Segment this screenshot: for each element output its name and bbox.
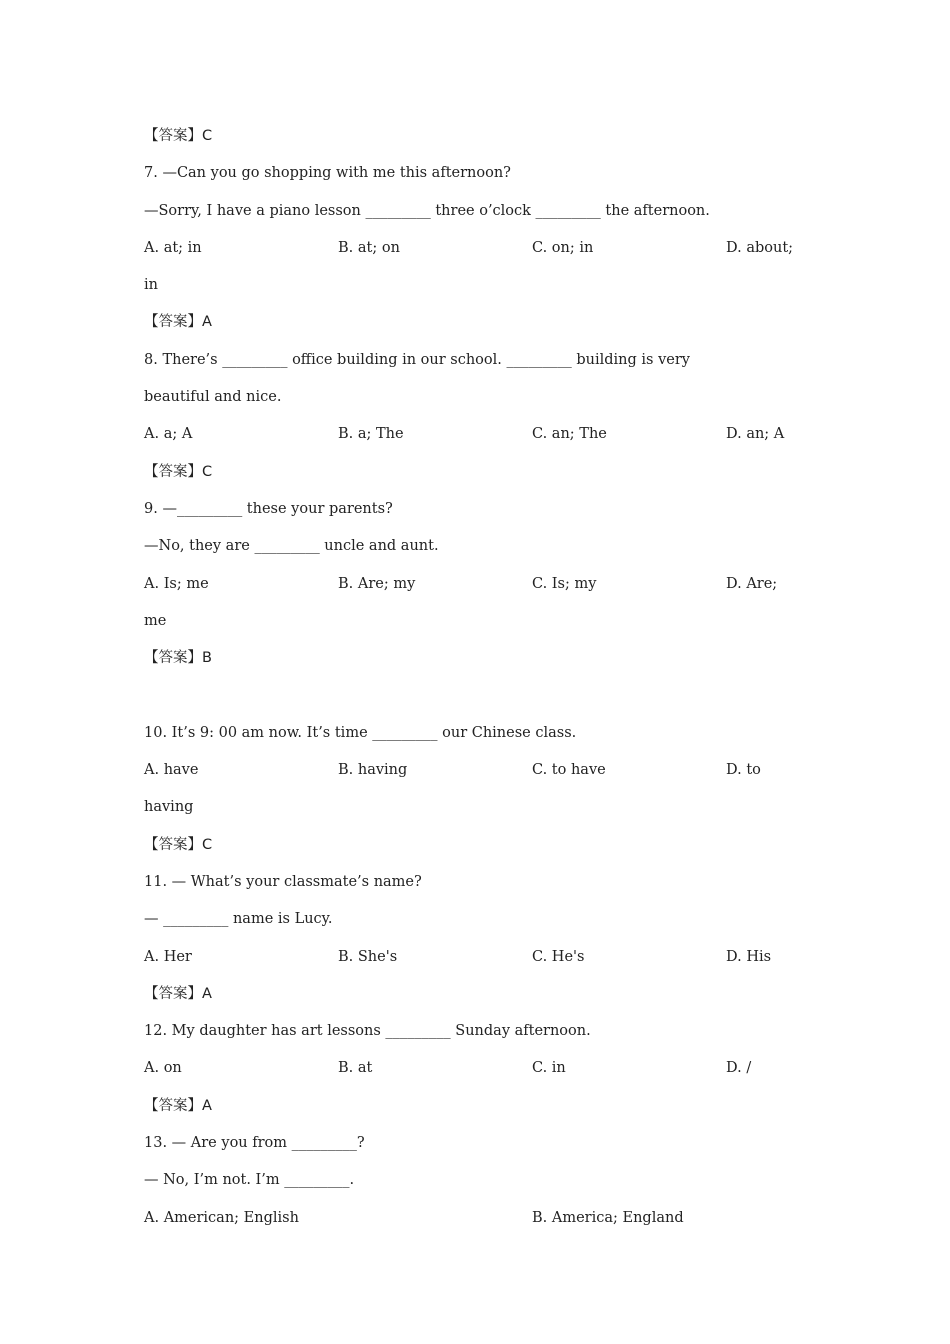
option-d: D. Are; <box>726 575 778 592</box>
answer-key: 【答案】A <box>144 314 212 331</box>
option-a: A. have <box>144 762 199 779</box>
question-line: —No, they are _________ uncle and aunt. <box>144 538 439 555</box>
options-row <box>144 230 814 267</box>
spacer <box>144 677 814 714</box>
question-line: 7. —Can you go shopping with me this afternoon? <box>144 165 511 182</box>
option-b: B. a; The <box>338 426 404 443</box>
question-line: 10. It’s 9: 00 am now. It’s time _________ our Chinese class. <box>144 724 577 741</box>
options-row <box>144 1050 814 1087</box>
option-b: B. having <box>338 762 408 779</box>
option-a: A. American; English <box>144 1209 299 1226</box>
answer-key: 【答案】B <box>144 650 212 667</box>
option-c: C. in <box>532 1060 566 1077</box>
options-row <box>144 939 814 976</box>
option-b: B. Are; my <box>338 575 416 592</box>
option-d: D. His <box>726 948 772 965</box>
question-line: — _________ name is Lucy. <box>144 911 333 928</box>
option-a: A. on <box>144 1060 182 1077</box>
question-line: 13. — Are you from _________? <box>144 1135 365 1152</box>
option-b: B. She's <box>338 948 398 965</box>
question-line: 11. — What’s your classmate’s name? <box>144 873 422 890</box>
answer-key: 【答案】A <box>144 985 212 1002</box>
question-line: 8. There’s _________ office building in our school. _________ building is very <box>144 351 690 368</box>
option-b: B. America; England <box>532 1209 684 1226</box>
option-d: D. / <box>726 1060 752 1077</box>
options-row <box>144 566 814 603</box>
option-a: A. Is; me <box>144 575 209 592</box>
answer-key: 【答案】A <box>144 1097 212 1114</box>
option-a: A. a; A <box>144 426 193 443</box>
option-d: D. an; A <box>726 426 785 443</box>
document-page <box>144 118 814 1237</box>
option-a: A. Her <box>144 948 192 965</box>
question-line: 9. —_________ these your parents? <box>144 500 393 517</box>
option-a: A. at; in <box>144 239 202 256</box>
question-line: 12. My daughter has art lessons _________ Sunday afternoon. <box>144 1023 591 1040</box>
option-c: C. an; The <box>532 426 607 443</box>
options-row <box>144 752 814 789</box>
question-line: me <box>144 612 167 629</box>
question-line: having <box>144 799 194 816</box>
answer-key: 【答案】C <box>144 128 213 144</box>
option-c: C. on; in <box>532 239 594 256</box>
option-c: C. to have <box>532 762 606 779</box>
question-line: —Sorry, I have a piano lesson _________ three o’clock _________ the afternoon. <box>144 202 710 219</box>
options-row <box>144 1200 814 1237</box>
option-d: D. about; <box>726 239 794 256</box>
question-line: in <box>144 277 158 294</box>
options-row <box>144 416 814 453</box>
answer-key: 【答案】C <box>144 463 213 480</box>
option-c: C. Is; my <box>532 575 597 592</box>
option-c: C. He's <box>532 948 585 965</box>
option-b: B. at <box>338 1060 373 1077</box>
question-line: — No, I’m not. I’m _________. <box>144 1172 355 1189</box>
answer-key: 【答案】C <box>144 836 213 853</box>
question-line: beautiful and nice. <box>144 389 282 406</box>
option-b: B. at; on <box>338 239 400 256</box>
option-d: D. to <box>726 762 761 779</box>
